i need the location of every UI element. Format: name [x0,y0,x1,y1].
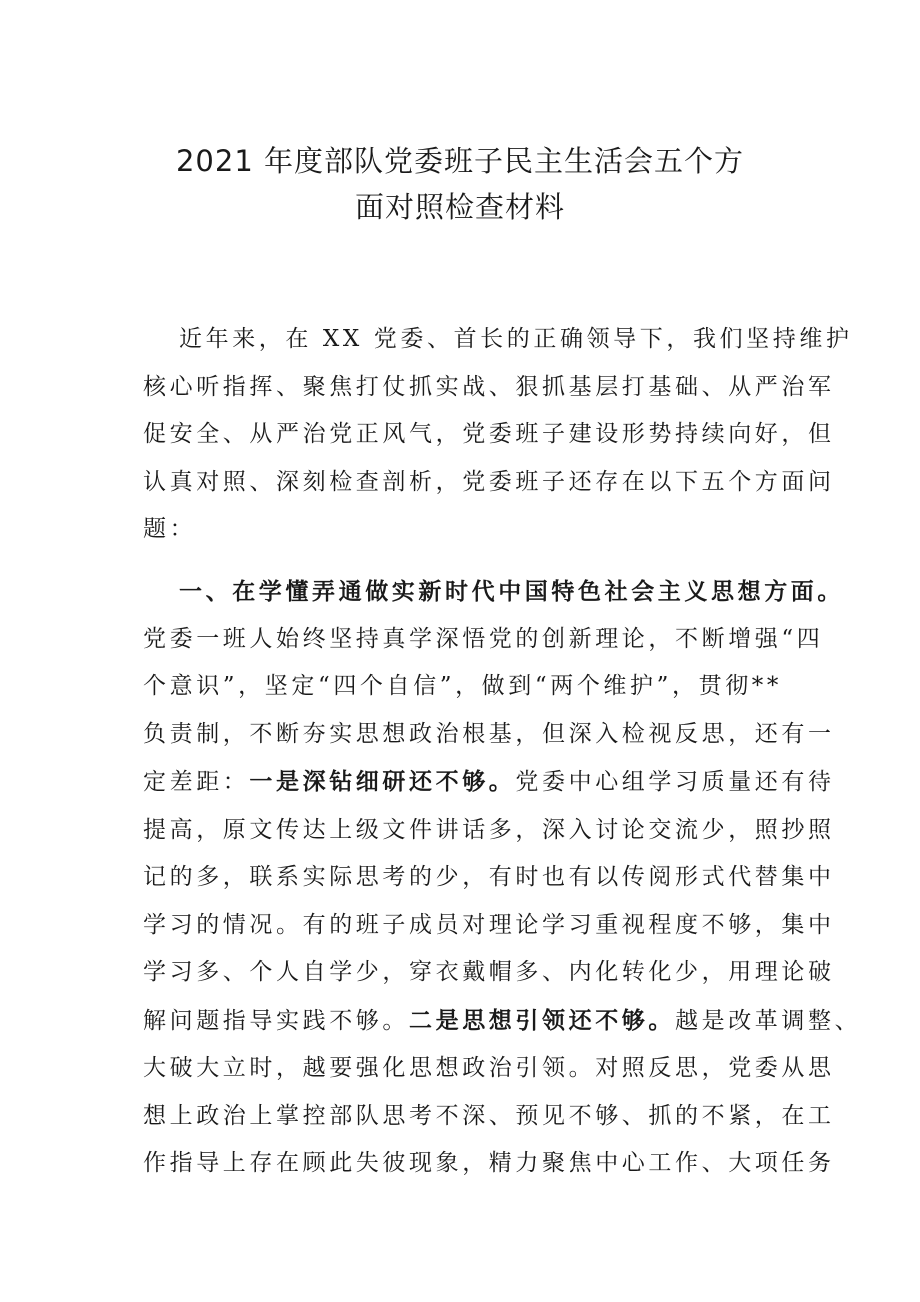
title-line-2: 面对照检查材料 [354,190,565,224]
text-line: 作指导上存在顾此失彼现象，精力聚焦中心工作、大项任务 [143,1150,835,1176]
text-line: 党委一班人始终坚持真学深悟党的创新理论，不断增强“四 [143,625,824,652]
title-line-1: 2021 年度部队党委班子民主生活会五个方 [175,144,745,178]
text-line [143,997,862,1046]
text-line: 学习多、个人自学少，穿衣戴帽多、内化转化少，用理论破 [143,959,835,985]
point-two-heading: 二是思想引领还不够。 [409,1006,675,1034]
text-line: 个意识”，坚定“四个自信”，做到“两个维护”，贯彻** [143,673,782,699]
section-one-paragraph [143,568,862,1188]
text-line [143,758,835,807]
text-run: 解问题指导实践不够。 [143,1007,409,1034]
text-line: 认真对照、深刻检查剖析，党委班子还存在以下五个方面问 [143,468,835,495]
text-line: 记的多，联系实际思考的少，有时也有以传阅形式代替集中 [143,864,835,890]
text-line: 想上政治上掌控部队思考不深、预见不够、抓的不紧，在工 [143,1102,835,1129]
section-heading: 一、在学懂弄通做实新时代中国特色社会主义思想方面。 [179,578,844,605]
text-line: 促安全、从严治党正风气，党委班子建设形势持续向好，但 [143,421,835,447]
text-run: 定差距： [143,769,250,795]
text-line: 近年来，在 XX 党委、首长的正确领导下，我们坚持维护 [179,326,853,352]
text-line: 学习的情况。有的班子成员对理论学习重视程度不够，集中 [143,911,835,938]
point-one-heading: 一是深钻细研还不够。 [249,768,516,795]
text-line: 大破大立时，越要强化思想政治引领。对照反思，党委从思 [143,1055,835,1081]
intro-paragraph [143,316,853,554]
text-line: 核心听指挥、聚焦打仗抓实战、狠抓基层打基础、从严治军 [143,373,835,400]
text-run: 越是改革调整、 [675,1007,862,1034]
text-run: 党委中心组学习质量还有待 [515,769,835,795]
text-line: 题： [143,516,197,542]
text-line: 提高，原文传达上级文件讲话多，深入讨论交流少，照抄照 [143,816,835,843]
text-line: 负责制，不断夯实思想政治根基，但深入检视反思，还有一 [143,720,835,747]
document-title [0,138,920,230]
